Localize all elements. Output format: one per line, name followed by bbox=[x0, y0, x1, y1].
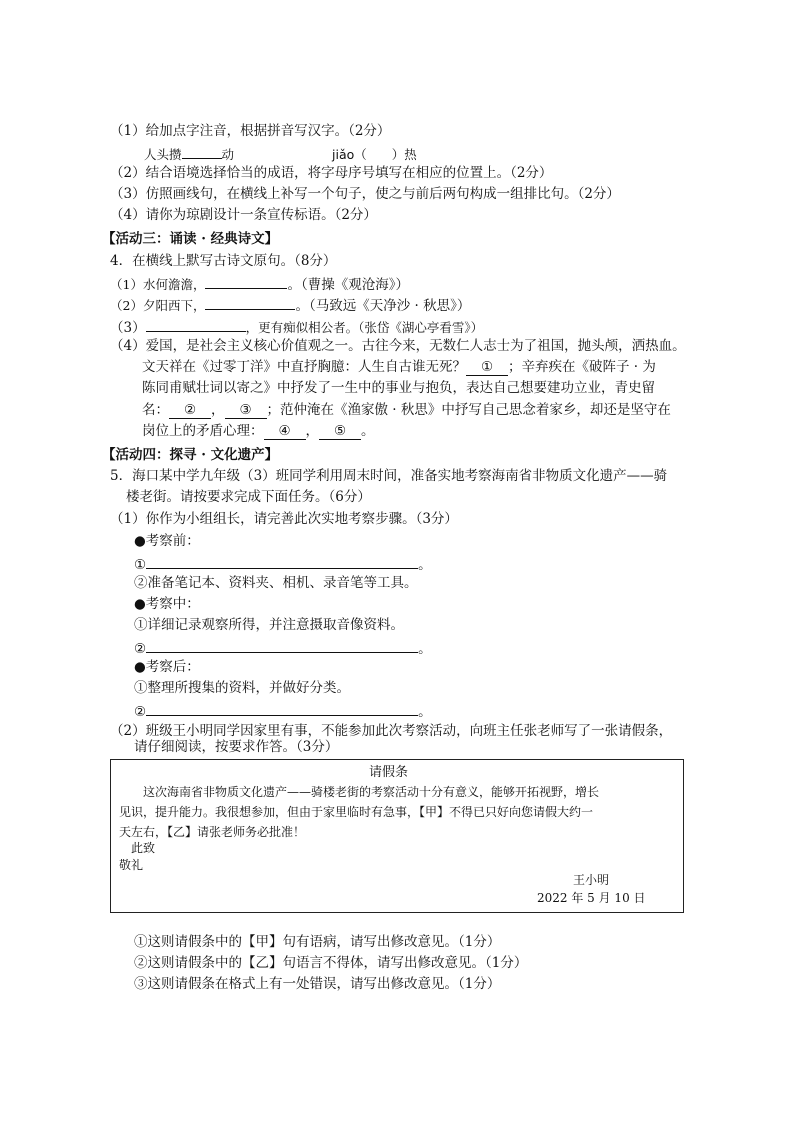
q5-before-label: ●考察前： bbox=[134, 533, 200, 549]
leave-note-title: 请假条 bbox=[369, 765, 409, 780]
q5-heading-b: 楼老街。请按要求完成下面任务。（6分） bbox=[126, 489, 371, 505]
q5-after-period: 。 bbox=[418, 704, 432, 720]
q4-l1-pre: （1）水何澹澹， bbox=[110, 277, 206, 292]
q5-during-label: ●考察中： bbox=[134, 596, 200, 612]
q5-during-item2 bbox=[134, 640, 432, 657]
q3-sub1: （1）给加点字注音，根据拼音写汉字。（2分） bbox=[110, 123, 391, 139]
q4-line4b bbox=[142, 361, 656, 376]
q3-sub2: （2）结合语境选择恰当的成语，将字母序号填写在相应的位置上。（2分） bbox=[110, 165, 553, 181]
q5-before-item2: ②准备笔记本、资料夹、相机、录音笔等工具。 bbox=[134, 575, 418, 591]
q5-heading-a: 5．海口某中学九年级（3）班同学利用周末时间，准备实地考察海南省非物质文化遗产——骑 bbox=[110, 468, 668, 484]
q4-l4d-post: ；范仲淹在《渔家傲 · 秋思》中抒写自己思念着家乡，却还是坚守在 bbox=[266, 402, 671, 418]
q4-heading: 4．在横线上默写古诗文原句。（8分） bbox=[110, 253, 337, 269]
q4-blank-1[interactable]: ① bbox=[466, 361, 508, 376]
q4-line4d bbox=[142, 404, 671, 419]
q3-sub1-b-post: 热 bbox=[404, 147, 417, 162]
q4-l4e-post: 。 bbox=[361, 423, 375, 439]
q4-l1-blank[interactable] bbox=[205, 276, 287, 289]
q4-l2-post: 。（马致远《天净沙 · 秋思》） bbox=[295, 298, 471, 314]
activity4-heading: 【活动四：探寻 · 文化遗产】 bbox=[102, 447, 279, 463]
leave-note-box bbox=[110, 759, 684, 913]
q4-l2-blank[interactable] bbox=[205, 297, 295, 310]
q4-line3 bbox=[110, 319, 483, 336]
leave-note-body-3: 天左右，【乙】请张老师务必批准！ bbox=[119, 825, 306, 839]
q5-before-period: 。 bbox=[418, 557, 432, 573]
q4-l4e-pre: 岗位上的矛盾心理： bbox=[142, 423, 264, 439]
q4-line4c: 陈同甫赋壮词以寄之》中抒发了一生中的事业与抱负，表达自己想要建功立业，青史留 bbox=[142, 380, 655, 396]
q4-l3-pre: （3） bbox=[110, 320, 146, 336]
q4-l4d-pre: 名： bbox=[142, 402, 169, 418]
leave-note-signature: 王小明 bbox=[573, 873, 610, 887]
q3-sub4: （4）请你为琼剧设计一条宣传标语。（2分） bbox=[110, 207, 377, 223]
q5-during-blank[interactable] bbox=[146, 640, 418, 653]
q5-after-num2: ② bbox=[134, 704, 147, 720]
q4-line4a: （4）爱国，是社会主义核心价值观之一。古往今来，无数仁人志士为了祖国，抛头颅，洒热血。 bbox=[110, 338, 686, 354]
q4-l4d-mid: ， bbox=[211, 402, 225, 418]
q4-blank-2[interactable]: ② bbox=[169, 404, 211, 419]
q5-after-item2 bbox=[134, 703, 432, 720]
q4-l2-pre: （2）夕阳西下， bbox=[110, 298, 206, 313]
q5-during-item1: ①详细记录观察所得，并注意摄取音像资料。 bbox=[134, 617, 404, 633]
activity3-heading: 【活动三：诵读 · 经典诗文】 bbox=[102, 231, 279, 247]
q5-before-blank[interactable] bbox=[146, 556, 418, 569]
q4-line4e bbox=[142, 425, 375, 440]
q5-after-item1: ①整理所搜集的资料，并做好分类。 bbox=[134, 680, 350, 696]
q4-blank-5[interactable]: ⑤ bbox=[319, 425, 361, 440]
q5-before-item1 bbox=[134, 556, 432, 573]
q5-after-blank[interactable] bbox=[146, 703, 418, 716]
q4-l3-post: ，更有痴似相公者。（张岱《湖心亭看雪》） bbox=[245, 320, 484, 335]
q5-sub2-a: （2）班级王小明同学因家里有事，不能参加此次考察活动，向班主任张老师写了一张请假条， bbox=[110, 723, 673, 739]
q3-sub1-b-paren[interactable]: （ ） bbox=[354, 147, 405, 162]
q5-during-period: 。 bbox=[418, 641, 432, 657]
q4-l4e-mid: ， bbox=[305, 423, 319, 439]
q4-l4b-post: ；辛弃疾在《破阵子 · 为 bbox=[508, 359, 656, 375]
q4-blank-3[interactable]: ③ bbox=[225, 404, 267, 419]
q5-during-num2: ② bbox=[134, 641, 147, 657]
leave-note-body-2: 见识，提升能力。我很想参加，但由于家里临时有急事，【甲】不得已只好向您请假大约一 bbox=[119, 805, 594, 819]
leave-note-body-1: 这次海南省非物质文化遗产——骑楼老街的考察活动十分有意义，能够开拓视野，增长 bbox=[143, 785, 600, 799]
q5-2-item2: ②这则请假条中的【乙】句语言不得体，请写出修改意见。（1分） bbox=[134, 955, 528, 971]
q5-2-item1: ①这则请假条中的【甲】句有语病，请写出修改意见。（1分） bbox=[134, 934, 501, 950]
q5-after-label: ●考察后： bbox=[134, 659, 200, 675]
q5-sub1: （1）你作为小组组长，请完善此次实地考察步骤。（3分） bbox=[110, 511, 458, 527]
leave-note-date: 2022 年 5 月 10 日 bbox=[537, 891, 646, 905]
q5-sub2-b: 请仔细阅读，按要求作答。（3分） bbox=[134, 739, 339, 755]
q4-line1 bbox=[110, 276, 409, 293]
q3-sub1-items bbox=[144, 146, 417, 162]
q3-sub1-b-pinyin: jiǎo bbox=[332, 147, 355, 162]
q5-2-item3: ③这则请假条在格式上有一处错误，请写出修改意见。（1分） bbox=[134, 976, 501, 992]
q4-blank-4[interactable]: ④ bbox=[264, 425, 306, 440]
q4-line2 bbox=[110, 297, 470, 314]
q4-l4b-pre: 文天祥在《过零丁洋》中直抒胸臆：人生自古谁无死？ bbox=[142, 359, 466, 375]
q3-sub3: （3）仿照画线句，在横线上补写一个句子，使之与前后两句构成一组排比句。（2分） bbox=[110, 186, 620, 202]
q3-sub1-a-blank[interactable] bbox=[182, 146, 222, 159]
q4-l1-post: 。（曹操《观沧海》） bbox=[287, 277, 409, 293]
q5-before-num1: ① bbox=[134, 557, 147, 573]
q3-sub1-a-pre: 人头攒 bbox=[144, 147, 182, 162]
q3-sub1-a-post: 动 bbox=[221, 147, 235, 162]
q4-l3-blank[interactable] bbox=[146, 319, 246, 332]
leave-note-closing-2: 敬礼 bbox=[119, 858, 144, 872]
leave-note-closing-1: 此致 bbox=[131, 841, 156, 855]
